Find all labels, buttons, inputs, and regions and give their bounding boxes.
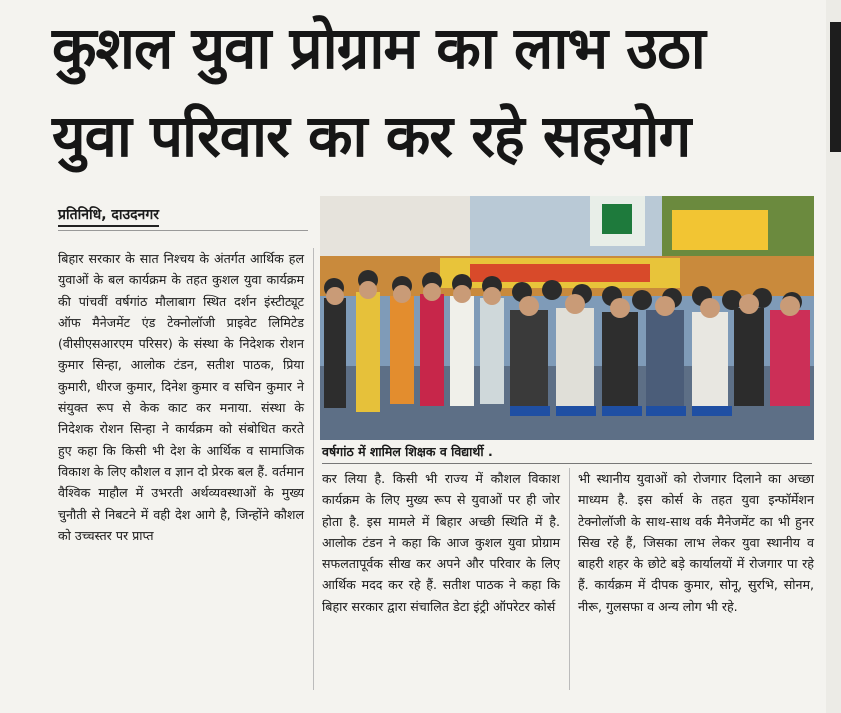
article-column-1 xyxy=(58,248,304,546)
article-column-3-text: भी स्थानीय युवाओं को रोजगार दिलाने का अच्छा माध्यम है. इस कोर्स के तहत युवा इन्फॉर्मेशन टेक्नोलॉजी के साथ-साथ वर्क मैनेजमेंट का भी हुनर सिख रहे हैं, जिसका लाभ लेकर युवा स्थानीय व बाहरी शहर के छोटे बड़े कार्यालयों में रोजगार पा रहे हैं. कार्यक्रम में दीपक कुमार, सोनू, सुरभि, सोनम, नीरू, गुलसफा व अन्य लोग भी रहे. xyxy=(578,471,814,614)
group-photo-image xyxy=(320,196,814,440)
adjacent-headline-fragment xyxy=(830,22,841,152)
article-column-2-text: कर लिया है. किसी भी राज्य में कौशल विकाश कार्यक्रम के लिए मुख्य रूप से युवाओं पर ही जोर होता है. इस मामले में बिहार अच्छी स्थिति में है. आलोक टंडन ने कहा कि आज कुशल युवा प्रोग्राम सफलतापूर्वक सीख कर अपने और परिवार के लिए आर्थिक मदद कर रहे हैं. सतीश पाठक ने कहा कि बिहार सरकार द्वारा संचालित डेटा इंट्री ऑपरेटर कोर्स xyxy=(322,471,560,614)
byline: प्रतिनिधि, दाउदनगर xyxy=(58,205,159,227)
column-divider-1 xyxy=(313,248,314,690)
column-divider-2 xyxy=(569,468,570,690)
article-column-1-text: बिहार सरकार के सात निश्चय के अंतर्गत आर्थिक हल युवाओं के बल कार्यक्रम के तहत कुशल युवा कार्यक्रम की पांचवीं वर्षगांठ मौलाबाग स्थित दर्शन इंस्टीट्यूट ऑफ मैनेजमेंट एंड टेक्नोलॉजी प्राइवेट लिमिटेड (वीसीएसआरएम परिसर) के संस्था के निदेशक रोशन कुमार सिन्हा, आलोक टंडन, सतीश पाठक, प्रिया कुमारी, धीरज कुमार, दिनेश कुमार व सचिन कुमार ने संयुक्त रूप से केक काट कर मनाया. संस्था के निदेशक रोशन सिन्हा ने कार्यक्रम को संबोधित करते हुए कहा कि किसी भी देश के आर्थिक व सामाजिक विकाश के लिए कौशल व ज्ञान दो प्रेरक बल हैं. वर्तमान वैश्विक माहौल में उभरती अर्थव्यवस्थाओं के मुख्य चुनौती से निबटने में वही देश आगे है, जिन्होंने कौशल को उच्चस्तर पर प्राप्त xyxy=(58,251,304,543)
headline-line-2: युवा परिवार का कर रहे सहयोग xyxy=(52,102,691,170)
article-column-3 xyxy=(578,468,814,617)
photo-caption: वर्षगांठ में शामिल शिक्षक व विद्यार्थी . xyxy=(322,443,812,464)
byline-rule xyxy=(58,230,308,231)
article-column-2 xyxy=(322,468,560,617)
group-photo xyxy=(320,196,814,440)
headline-line-1: कुशल युवा प्रोग्राम का लाभ उठा xyxy=(52,14,705,82)
